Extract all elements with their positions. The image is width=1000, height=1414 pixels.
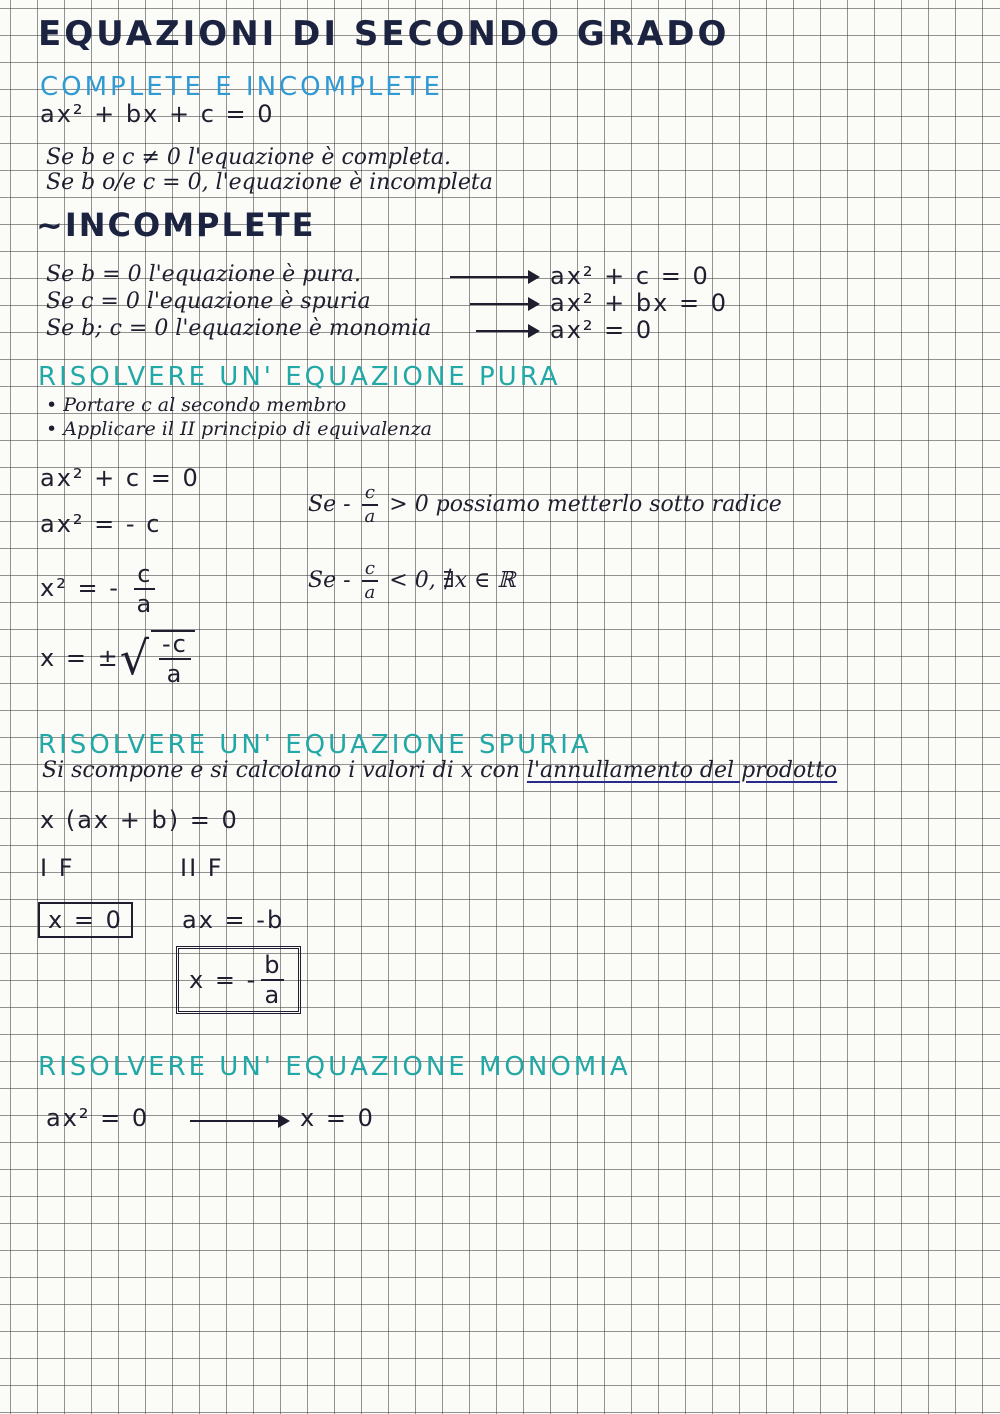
row-pura-result: ax² + c = 0 xyxy=(550,262,710,290)
spuria-intro xyxy=(42,758,837,783)
pura-step3 xyxy=(40,562,160,616)
fraction-c-over-a xyxy=(134,562,157,616)
spuria-equation: x (ax + b) = 0 xyxy=(40,806,239,834)
note-negative-fraction xyxy=(362,560,379,602)
note-positive-pre: Se - xyxy=(308,492,351,517)
pura-step4-lhs: x = ± xyxy=(40,644,120,672)
note-positive-den: a xyxy=(364,506,376,527)
pura-step3-lhs: x² = - xyxy=(40,574,120,602)
row-spuria-result: ax² + bx = 0 xyxy=(550,289,728,317)
sqrt-fraction xyxy=(159,632,191,686)
fraction-den: a xyxy=(136,590,154,618)
factor-2-label: II F xyxy=(180,854,224,882)
pura-step4 xyxy=(40,630,195,686)
spuria-solution-2 xyxy=(176,946,301,1014)
incomplete-rule: Se b o/e c = 0, l'equazione è incompleta xyxy=(46,170,493,195)
complete-rule: Se b e c ≠ 0 l'equazione è completa. xyxy=(46,145,451,170)
note-positive-fraction xyxy=(362,484,379,526)
spuria-solution-2-lhs: x = - xyxy=(189,966,258,994)
heading-monomia: RISOLVERE UN' EQUAZIONE MONOMIA xyxy=(38,1052,631,1082)
note-negative xyxy=(308,560,516,602)
pura-step1: ax² + c = 0 xyxy=(40,464,200,492)
factor-1-label: I F xyxy=(40,854,75,882)
spuria-intro-text: Si scompone e si calcolano i valori di x con xyxy=(42,758,527,783)
arrow-spuria xyxy=(470,303,538,305)
fraction-num: c xyxy=(134,562,155,590)
heading-pura: RISOLVERE UN' EQUAZIONE PURA xyxy=(38,362,561,392)
arrow-monomia-solution xyxy=(190,1120,288,1122)
spuria-solution-2-den: a xyxy=(264,981,282,1009)
heading-complete-incomplete: COMPLETE E INCOMPLETE xyxy=(40,72,443,102)
spuria-step: ax = -b xyxy=(182,906,285,934)
note-positive xyxy=(308,484,782,526)
spuria-solution-1: x = 0 xyxy=(38,902,133,938)
monomia-rhs: x = 0 xyxy=(300,1104,375,1132)
pura-step2: ax² = - c xyxy=(40,510,162,538)
sqrt-icon: √ xyxy=(119,631,151,685)
spuria-intro-underlined: l'annullamento del prodotto xyxy=(526,758,838,783)
bullet-applicare: • Applicare il II principio di equivalenza xyxy=(46,418,432,440)
monomia-lhs: ax² = 0 xyxy=(46,1104,150,1132)
arrow-monomia xyxy=(476,330,538,332)
row-monomia-result: ax² = 0 xyxy=(550,316,654,344)
general-formula: ax² + bx + c = 0 xyxy=(40,100,275,128)
row-spuria-condition: Se c = 0 l'equazione è spuria xyxy=(46,289,371,314)
row-monomia-condition: Se b; c = 0 l'equazione è monomia xyxy=(46,316,432,341)
heading-spuria: RISOLVERE UN' EQUAZIONE SPURIA xyxy=(38,730,592,760)
spuria-solution-2-num: b xyxy=(261,953,284,981)
heading-incomplete: ~INCOMPLETE xyxy=(36,206,316,244)
note-negative-pre: Se - xyxy=(308,568,351,593)
sqrt-den: a xyxy=(166,660,184,688)
note-positive-num: c xyxy=(362,484,378,506)
spuria-solution-2-fraction xyxy=(261,953,284,1007)
arrow-pura xyxy=(450,276,538,278)
note-negative-post: < 0, ∄x ∈ ℝ xyxy=(389,568,516,593)
sqrt-num: -c xyxy=(159,632,191,660)
note-negative-den: a xyxy=(364,582,376,603)
row-pura-condition: Se b = 0 l'equazione è pura. xyxy=(46,262,361,287)
bullet-portare: • Portare c al secondo membro xyxy=(46,394,347,416)
page-title: EQUAZIONI DI SECONDO GRADO xyxy=(38,14,730,54)
note-positive-post: > 0 possiamo metterlo sotto radice xyxy=(389,492,782,517)
note-negative-num: c xyxy=(362,560,378,582)
